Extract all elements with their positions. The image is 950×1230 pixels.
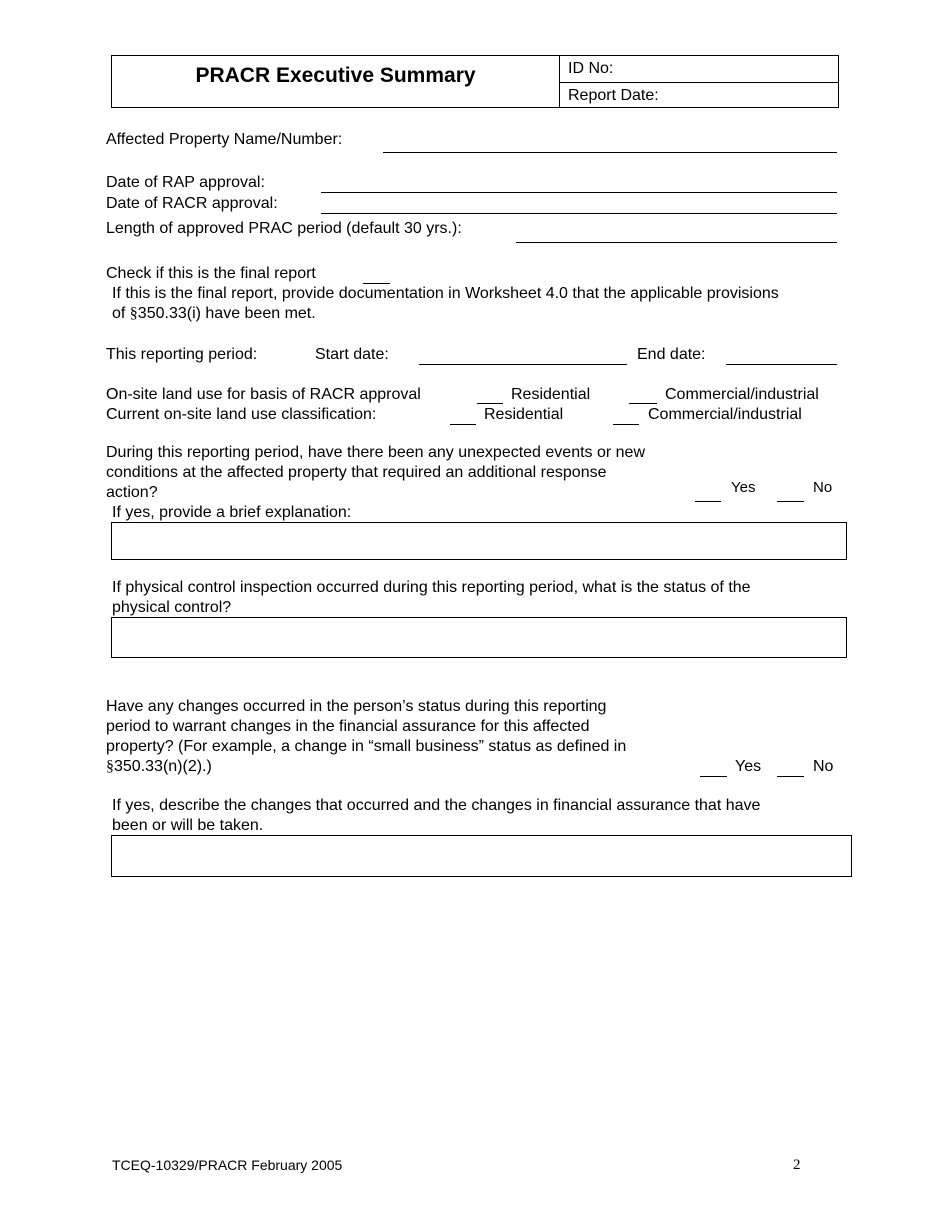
basis-commercial-checkbox[interactable] <box>629 403 657 404</box>
rap-approval-label: Date of RAP approval: <box>106 174 265 191</box>
physical-control-status-box[interactable] <box>111 617 847 658</box>
footer-page-number: 2 <box>793 1157 801 1173</box>
report-date-cell <box>560 83 838 107</box>
events-yes-checkbox[interactable] <box>695 501 721 502</box>
report-date-label: Report Date: <box>568 87 659 104</box>
financial-no-label: No <box>813 758 834 775</box>
current-commercial-label: Commercial/industrial <box>648 406 802 423</box>
financial-changes-box[interactable] <box>111 835 852 877</box>
financial-yes-label: Yes <box>735 758 762 775</box>
financial-question-line1: Have any changes occurred in the person’s status during this reporting <box>106 698 607 715</box>
final-report-check-label: Check if this is the final report <box>106 265 316 282</box>
events-explain-label: If yes, provide a brief explanation: <box>112 504 352 521</box>
basis-commercial-label: Commercial/industrial <box>665 386 819 403</box>
financial-no-checkbox[interactable] <box>777 776 804 777</box>
events-question-line2: conditions at the affected property that required an additional response <box>106 464 607 481</box>
page-title: PRACR Executive Summary <box>195 64 476 87</box>
current-residential-checkbox[interactable] <box>450 424 476 425</box>
end-date-label: End date: <box>637 346 706 363</box>
physical-control-question-line2: physical control? <box>112 599 232 616</box>
final-report-note-line1: If this is the final report, provide documentation in Worksheet 4.0 that the applicable provisions <box>112 285 779 302</box>
title-cell <box>112 56 560 107</box>
events-yes-label: Yes <box>731 479 756 496</box>
start-date-field[interactable] <box>419 364 627 365</box>
footer-form-id: TCEQ-10329/PRACR February 2005 <box>112 1157 343 1173</box>
basis-residential-label: Residential <box>511 386 591 403</box>
property-name-label: Affected Property Name/Number: <box>106 131 343 148</box>
events-no-label: No <box>813 479 833 496</box>
land-use-basis-label: On-site land use for basis of RACR approval <box>106 386 421 403</box>
financial-question-line3: property? (For example, a change in “small business” status as defined in <box>106 738 627 755</box>
current-residential-label: Residential <box>484 406 564 423</box>
id-number-cell <box>560 56 838 83</box>
financial-describe-line2: been or will be taken. <box>112 817 264 834</box>
physical-control-question-line1: If physical control inspection occurred during this reporting period, what is the status of the <box>112 579 751 596</box>
prac-length-field[interactable] <box>516 242 837 243</box>
financial-describe-line1: If yes, describe the changes that occurred and the changes in financial assurance that have <box>112 797 761 814</box>
property-name-field[interactable] <box>383 152 837 153</box>
events-question-line1: During this reporting period, have there been any unexpected events or new <box>106 444 646 461</box>
racr-approval-label: Date of RACR approval: <box>106 195 278 212</box>
events-no-checkbox[interactable] <box>777 501 804 502</box>
title-table <box>111 55 839 108</box>
land-use-current-label: Current on-site land use classification: <box>106 406 377 423</box>
basis-residential-checkbox[interactable] <box>477 403 503 404</box>
final-report-note-line2: of §350.33(i) have been met. <box>112 305 316 322</box>
events-question-line3: action? <box>106 484 158 501</box>
financial-question-line4: §350.33(n)(2).) <box>106 758 212 775</box>
rap-approval-field[interactable] <box>321 192 837 193</box>
reporting-period-label: This reporting period: <box>106 346 258 363</box>
prac-length-label: Length of approved PRAC period (default 30 yrs.): <box>106 220 462 237</box>
financial-question-line2: period to warrant changes in the financial assurance for this affected <box>106 718 590 735</box>
id-number-label: ID No: <box>568 60 614 77</box>
start-date-label: Start date: <box>315 346 389 363</box>
racr-approval-field[interactable] <box>321 213 837 214</box>
events-explanation-box[interactable] <box>111 522 847 560</box>
current-commercial-checkbox[interactable] <box>613 424 639 425</box>
financial-yes-checkbox[interactable] <box>700 776 727 777</box>
end-date-field[interactable] <box>726 364 837 365</box>
